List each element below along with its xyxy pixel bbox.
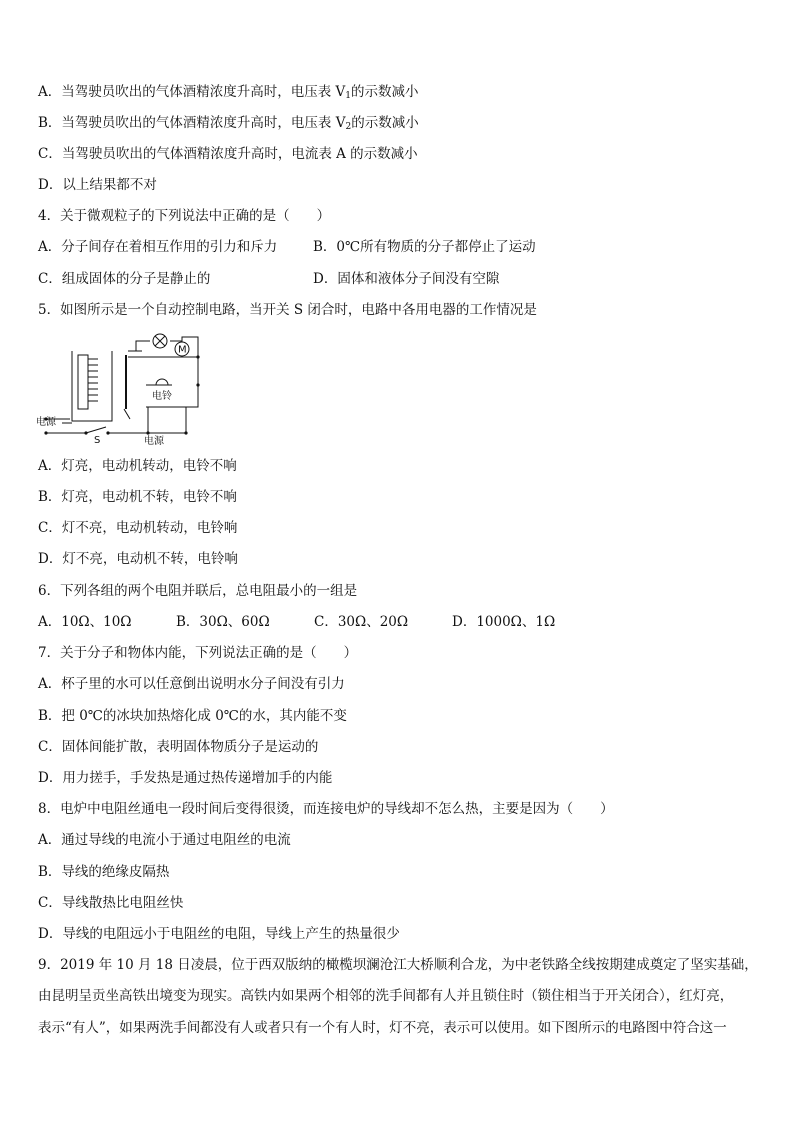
- q8-option-c: C．导线散热比电阻丝快: [38, 895, 184, 911]
- q8-option-b: B．导线的绝缘皮隔热: [38, 864, 170, 880]
- q4-option-c: C．组成固体的分子是静止的: [38, 271, 211, 287]
- q3-option-a: A．当驾驶员吹出的气体酒精浓度升高时，电压表 $V_1$的示数减小: [38, 84, 419, 101]
- power-label-bottom: 电源: [144, 436, 164, 445]
- q4-option-a: A．分子间存在着相互作用的引力和斥力: [38, 239, 278, 255]
- q5-option-b: B．灯亮，电动机不转，电铃不响: [38, 489, 237, 505]
- q5-circuit-diagram: [36, 333, 206, 445]
- q8-option-d: D．导线的电阻远小于电阻丝的电阻，导线上产生的热量很少: [38, 926, 400, 942]
- q5-option-c: C．灯不亮，电动机转动，电铃响: [38, 520, 238, 536]
- q7-option-a: A．杯子里的水可以任意倒出说明水分子间没有引力: [38, 676, 345, 692]
- motor-label: M: [178, 344, 187, 356]
- q8-option-a: A．通过导线的电流小于通过电阻丝的电流: [38, 832, 291, 848]
- q8-stem: 8．电炉中电阻丝通电一段时间后变得很烫，而连接电炉的导线却不怎么热，主要是因为（ ）: [38, 801, 614, 817]
- q5-option-a: A．灯亮，电动机转动，电铃不响: [38, 458, 237, 474]
- q9-line-3: 表示“有人”，如果两洗手间都没有人或者只有一个有人时，灯不亮，表示可以使用。如下图所示的电路图中符合这一: [38, 1020, 727, 1036]
- q4-stem: 4．关于微观粒子的下列说法中正确的是（ ）: [38, 208, 331, 224]
- power-label-left: 电源: [36, 417, 56, 428]
- armature-pivot: [124, 409, 130, 419]
- q5-option-d: D．灯不亮，电动机不转，电铃响: [38, 551, 238, 567]
- q7-option-c: C．固体间能扩散，表明固体物质分子是运动的: [38, 739, 319, 755]
- q7-stem: 7．关于分子和物体内能，下列说法正确的是（ ）: [38, 645, 358, 661]
- q3-option-c: C．当驾驶员吹出的气体酒精浓度升高时，电流表 A 的示数减小: [38, 146, 418, 162]
- q9-line-1: 9．2019 年 10 月 18 日凌晨，位于西双版纳的橄榄坝澜沧江大桥顺利合龙，为中老铁路全线按期建成奠定了坚实基础，: [38, 957, 758, 973]
- relay-contacts: [128, 351, 142, 357]
- q6-stem: 6．下列各组的两个电阻并联后，总电阻最小的一组是: [38, 583, 358, 599]
- bottom-circuit-wire: [46, 407, 148, 433]
- q4-option-b: B．0℃所有物质的分子都停止了运动: [313, 239, 536, 255]
- q7-option-d: D．用力搓手，手发热是通过热传递增加手的内能: [38, 770, 333, 786]
- q6-option-a: A．10Ω、10Ω: [38, 614, 132, 630]
- q5-stem: 5．如图所示是一个自动控制电路，当开关 S 闭合时，电路中各用电器的工作情况是: [38, 302, 537, 318]
- coil-windings: [88, 359, 98, 401]
- bell-label: 电铃: [152, 391, 172, 402]
- q6-option-c: C．30Ω、20Ω: [314, 614, 409, 630]
- q4-option-d: D．固体和液体分子间没有空隙: [313, 271, 500, 287]
- q9-line-2: 由昆明呈贡坐高铁出境变为现实。高铁内如果两个相邻的洗手间都有人并且锁住时（锁住相当于开关闭合），红灯亮，: [38, 988, 734, 1004]
- q6-option-b: B．30Ω、60Ω: [176, 614, 270, 630]
- switch-label: S: [94, 435, 101, 445]
- bell-icon: [156, 379, 168, 385]
- q6-option-d: D．1000Ω、1Ω: [452, 614, 556, 630]
- q3-option-b: B．当驾驶员吹出的气体酒精浓度升高时，电压表 $V_2$的示数减小: [38, 115, 419, 132]
- electromagnet-core: [78, 355, 88, 409]
- left-wire: [62, 423, 72, 429]
- bottom-right-wire: [146, 407, 186, 433]
- q7-option-b: B．把 0℃的冰块加热熔化成 0℃的水，其内能不变: [38, 708, 347, 724]
- q3-option-d: D．以上结果都不对: [38, 177, 157, 193]
